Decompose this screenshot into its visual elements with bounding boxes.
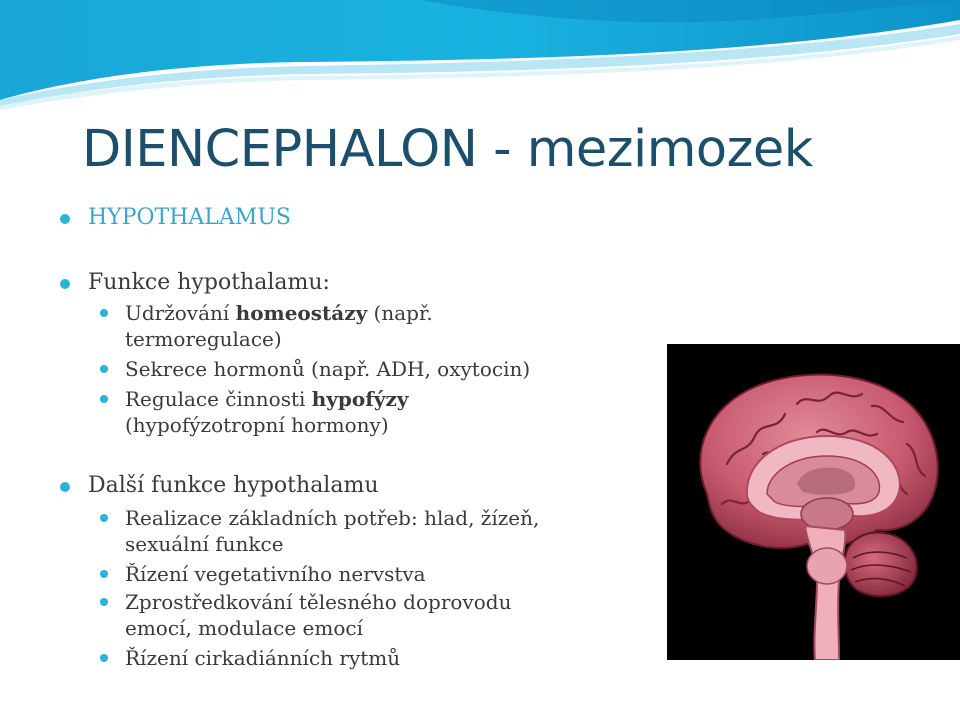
- bullet-dot: [100, 514, 108, 522]
- brain-illustration: [667, 344, 960, 660]
- bullet-funkce-heading: Funkce hypothalamu:: [88, 270, 330, 295]
- sub-bullet-cirkadianni: Řízení cirkadiánních rytmů: [125, 645, 400, 671]
- bullet-hypothalamus: HYPOTHALAMUS: [88, 205, 291, 230]
- bullet-dot: [100, 598, 108, 606]
- bullet-dot: [100, 570, 108, 578]
- bullet-dot: [100, 654, 108, 662]
- bullet-dot: [60, 214, 70, 224]
- sub-bullet-regulace: Regulace činnosti hypofýzy (hypofýzotropní hormony): [125, 386, 408, 438]
- sub-bullet-homeostaza: Udržování homeostázy (např. termoregulace): [125, 300, 433, 352]
- bullet-dot: [60, 279, 70, 289]
- bullet-dot: [100, 309, 108, 317]
- sub-bullet-emoce: Zprostředkování tělesného doprovodu emocí, modulace emocí: [125, 589, 511, 641]
- sub-bullet-potreby: Realizace základních potřeb: hlad, žízeň, sexuální funkce: [125, 505, 539, 557]
- header-wave-decoration: [0, 0, 960, 110]
- brain-sagittal-image: [667, 344, 960, 660]
- bullet-dalsi-funkce-heading: Další funkce hypothalamu: [88, 473, 379, 498]
- bullet-dot: [100, 395, 108, 403]
- sub-bullet-vegetativni: Řízení vegetativního nervstva: [125, 561, 426, 587]
- sub-bullet-sekrece: Sekrece hormonů (např. ADH, oxytocin): [125, 356, 530, 382]
- slide-title: DIENCEPHALON - mezimozek: [82, 120, 813, 179]
- bullet-dot: [60, 482, 70, 492]
- bullet-dot: [100, 365, 108, 373]
